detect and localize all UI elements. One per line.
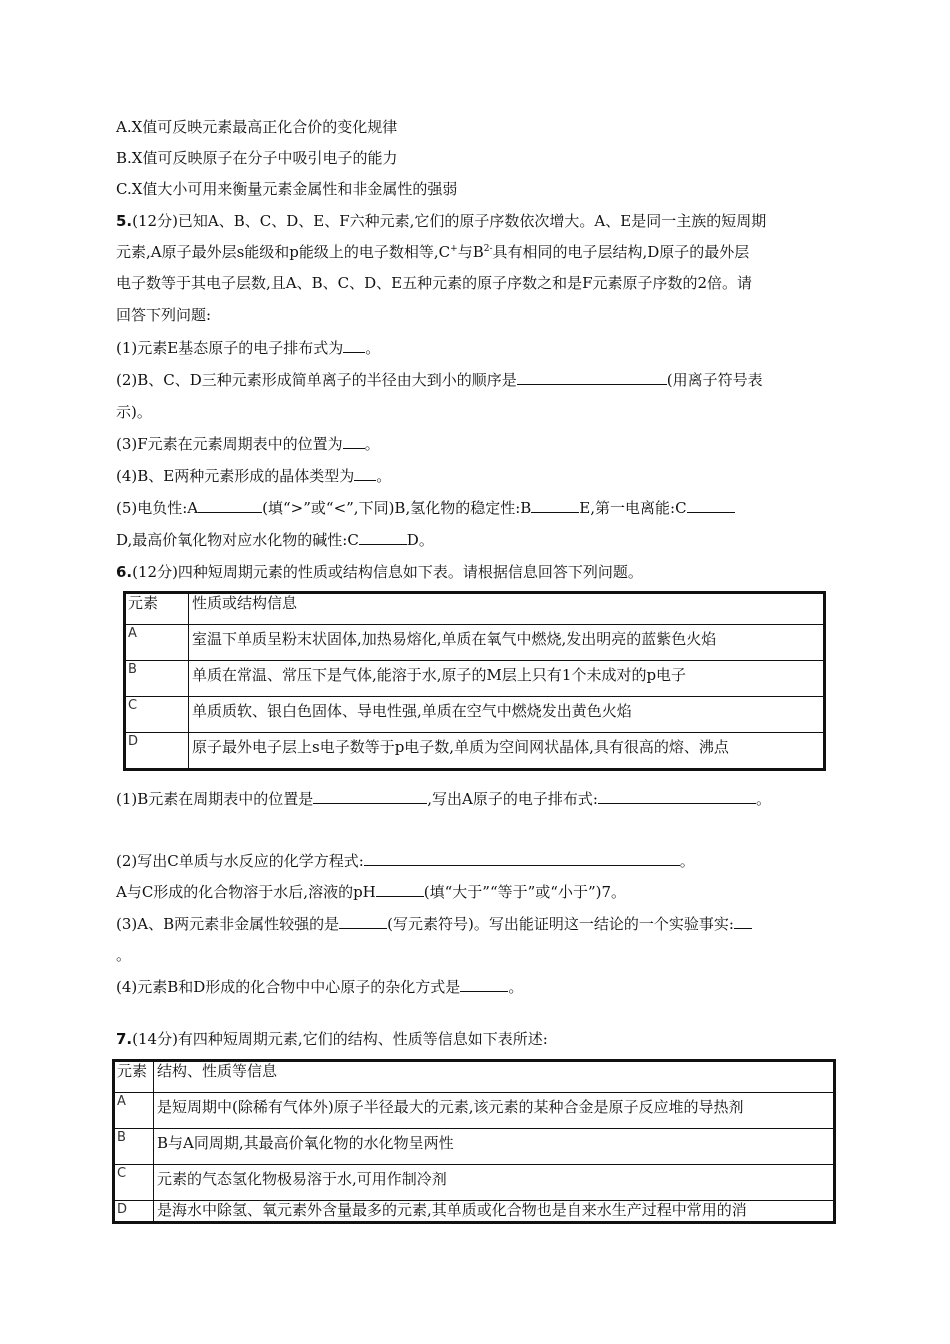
table-cell-info: 单质在常温、常压下是气体,能溶于水,原子的M层上只有1个未成对的p电子	[189, 661, 825, 697]
q5-sub-4-end: 。	[376, 467, 392, 485]
q6-sub-3-text-b: (写元素符号)。写出能证明这一结论的一个实验事实:	[387, 915, 734, 933]
q6-sub-2-text-c: A与C形成的化合物溶于水后,溶液的pH	[116, 883, 376, 901]
table-cell-info: 单质质软、银白色固体、导电性强,单质在空气中燃烧发出黄色火焰	[189, 697, 825, 733]
q5-sub-2	[116, 369, 763, 391]
table-cell-element: A	[125, 625, 189, 661]
table-row	[114, 1165, 835, 1201]
q5-line-1	[116, 210, 766, 232]
table-cell-info: 原子最外电子层上s电子数等于p电子数,单质为空间网状晶体,具有很高的熔、沸点	[189, 733, 825, 770]
answer-blank[interactable]	[343, 434, 365, 449]
q5-sub-4-text: (4)B、E两种元素形成的晶体类型为	[116, 467, 355, 485]
answer-blank[interactable]	[364, 851, 680, 866]
table-header-cell: 结构、性质等信息	[154, 1061, 835, 1093]
answer-blank[interactable]	[517, 370, 667, 385]
q6-sub-3	[116, 913, 752, 935]
q5-number: 5.	[116, 212, 133, 230]
table-cell-info: 元素的气态氢化物极易溶于水,可用作制冷剂	[154, 1165, 835, 1201]
table-cell-element: D	[114, 1201, 154, 1223]
q5-sub-2-text: (2)B、C、D三种元素形成简单离子的半径由大到小的顺序是	[116, 371, 517, 389]
table-row	[125, 733, 825, 770]
q6-sub-2-end: 。	[679, 852, 695, 870]
answer-blank[interactable]	[359, 530, 407, 545]
table-cell-element: A	[114, 1093, 154, 1129]
q5-line-3: 电子数等于其电子层数,且A、B、C、D、E五种元素的原子序数之和是F元素原子序数的2倍。请	[116, 274, 753, 292]
answer-blank[interactable]	[313, 789, 427, 804]
table-row	[114, 1201, 835, 1223]
answer-blank[interactable]	[339, 914, 387, 929]
q5-sub-5-text-d: D,最高价氧化物对应水化物的碱性:C	[116, 531, 359, 549]
q6-sub-1	[116, 788, 771, 810]
q6-sub-1-text-a: (1)B元素在周期表中的位置是	[116, 790, 314, 808]
q6-sub-2-cont	[116, 881, 626, 903]
answer-blank[interactable]	[343, 338, 365, 353]
table-cell-element: B	[125, 661, 189, 697]
q5-line-2	[116, 241, 749, 263]
q5-line-4: 回答下列问题:	[116, 306, 212, 324]
q5-sub-1-text: (1)元素E基态原子的电子排布式为	[116, 339, 344, 357]
q5-sub-2-cont: 示)。	[116, 403, 152, 421]
answer-blank[interactable]	[198, 498, 262, 513]
q5-sub-5-cont	[116, 529, 434, 551]
q6-sub-2-text-a: (2)写出C单质与水反应的化学方程式:	[116, 852, 364, 870]
answer-blank[interactable]	[460, 977, 508, 992]
answer-blank[interactable]	[598, 789, 756, 804]
table-cell-element: B	[114, 1129, 154, 1165]
table-row	[114, 1129, 835, 1165]
table-header-row	[114, 1061, 835, 1093]
q5-text-2b: 与B	[457, 243, 484, 261]
table-row	[125, 661, 825, 697]
q6-number: 6.	[116, 563, 133, 581]
q7-intro-text: (14分)有四种短周期元素,它们的结构、性质等信息如下表所述:	[132, 1030, 548, 1048]
q5-sub-3-end: 。	[364, 435, 380, 453]
answer-blank[interactable]	[531, 498, 579, 513]
table-cell-info: 室温下单质呈粉末状固体,加热易熔化,单质在氧气中燃烧,发出明亮的蓝紫色火焰	[189, 625, 825, 661]
table-row	[125, 697, 825, 733]
q5-sub-1	[116, 337, 380, 359]
q5-sub-5-text-c: E,第一电离能:C	[579, 499, 687, 517]
q5-text-2c: 具有相同的电子层结构,D原子的最外层	[492, 243, 750, 261]
q7-info-table	[112, 1059, 836, 1224]
q6-sub-2-text-d: (填“大于”“等于”或“小于”)7。	[423, 883, 627, 901]
answer-blank[interactable]	[734, 914, 752, 929]
answer-blank[interactable]	[376, 882, 424, 897]
table-cell-element: C	[114, 1165, 154, 1201]
q6-sub-1-end: 。	[755, 790, 771, 808]
table-header-row	[125, 593, 825, 625]
q5-sub-3	[116, 433, 380, 455]
option-b: B.X值可反映原子在分子中吸引电子的能力	[116, 149, 398, 167]
q6-intro	[116, 561, 643, 583]
table-header-cell: 元素	[125, 593, 189, 625]
q5-sub-5-text-b: (填“>”或“<”,下同)B,氢化物的稳定性:B	[262, 499, 532, 517]
q6-sub-3-end: 。	[116, 946, 132, 964]
answer-blank[interactable]	[687, 498, 735, 513]
q5-sub-5-text-a: (5)电负性:A	[116, 499, 199, 517]
q5-sub-2-text-b: (用离子符号表	[666, 371, 763, 389]
q5-sub-5	[116, 497, 735, 519]
table-header-cell: 性质或结构信息	[189, 593, 825, 625]
table-cell-info: B与A同周期,其最高价氧化物的水化物呈两性	[154, 1129, 835, 1165]
q6-sub-1-text-b: ,写出A原子的电子排布式:	[427, 790, 598, 808]
answer-blank[interactable]	[354, 466, 376, 481]
q5-sub-3-text: (3)F元素在元素周期表中的位置为	[116, 435, 343, 453]
q6-sub-4-text: (4)元素B和D形成的化合物中中心原子的杂化方式是	[116, 978, 461, 996]
q5-sup-1: +	[450, 244, 458, 254]
option-c: C.X值大小可用来衡量元素金属性和非金属性的强弱	[116, 180, 458, 198]
q5-sub-1-end: 。	[365, 339, 381, 357]
q5-sup-2: 2-	[483, 244, 493, 254]
table-row	[125, 625, 825, 661]
q7-number: 7.	[116, 1030, 133, 1048]
q6-sub-4	[116, 976, 523, 998]
q5-text-1: (12分)已知A、B、C、D、E、F六种元素,它们的原子序数依次增大。A、E是同一主族的短周期	[132, 212, 767, 230]
table-cell-info: 是短周期中(除稀有气体外)原子半径最大的元素,该元素的某种合金是原子反应堆的导热剂	[154, 1093, 835, 1129]
table-cell-element: C	[125, 697, 189, 733]
q6-intro-text: (12分)四种短周期元素的性质或结构信息如下表。请根据信息回答下列问题。	[132, 563, 643, 581]
q7-intro	[116, 1028, 548, 1050]
q6-sub-2	[116, 850, 695, 872]
q5-sub-5-text-e: D。	[406, 531, 434, 549]
table-cell-info: 是海水中除氢、氧元素外含量最多的元素,其单质或化合物也是自来水生产过程中常用的消	[154, 1201, 835, 1223]
table-cell-element: D	[125, 733, 189, 770]
table-header-cell: 元素	[114, 1061, 154, 1093]
q6-sub-3-text-a: (3)A、B两元素非金属性较强的是	[116, 915, 340, 933]
table-row	[114, 1093, 835, 1129]
q6-sub-4-end: 。	[508, 978, 524, 996]
option-a: A.X值可反映元素最高正化合价的变化规律	[116, 118, 398, 136]
q6-info-table	[123, 591, 826, 771]
q5-sub-4	[116, 465, 391, 487]
q5-text-2a: 元素,A原子最外层s能级和p能级上的电子数相等,C	[116, 243, 451, 261]
